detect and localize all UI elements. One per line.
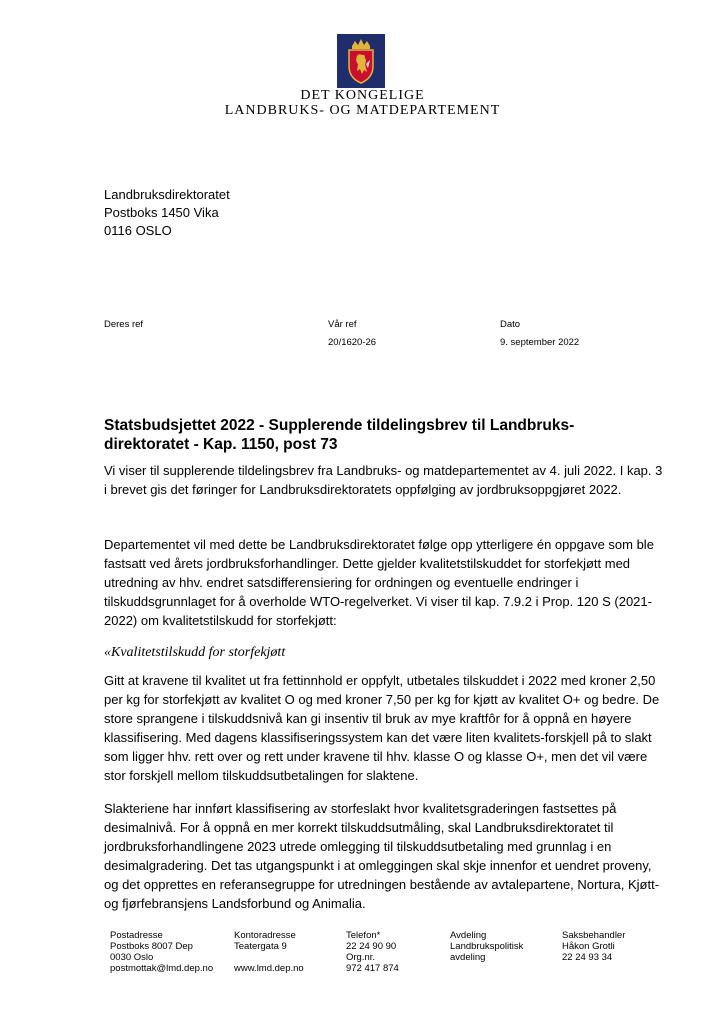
- footer-value: 22 24 93 34: [562, 952, 613, 963]
- var-ref-value: 20/1620-26: [328, 337, 377, 348]
- body-section: [104, 461, 664, 499]
- footer-email: postmottak@lmd.dep.no: [110, 963, 214, 974]
- quote-paragraph: Slakteriene har innført klassifisering av storfeslakt hvor kvalitetsgraderingen fastsettes på desimalnivå. For å oppnå en mer korrekt tilskuddsutmåling, skal Landbruksdirektoratet til jordbruksforhandlingene 2023 utrede omlegging til tilskuddsutbetaling med grunnlag i en desimalgradering. Det tas utgangspunkt i at omleggingen skal skje innenfor et uendret proveny, og det opprettes en referansegruppe for utredningen bestående av avtalepartene, Nortura, Kjøtt- og fjørfebransjens Landsforbund og Animalia.: [104, 801, 660, 911]
- body-section: [104, 535, 664, 630]
- footer-postadresse: [110, 930, 213, 974]
- footer-value: 0030 Oslo: [110, 952, 154, 963]
- footer-website: www.lmd.dep.no: [234, 963, 304, 974]
- quote-heading: «Kvalitetstilskudd for storfekjøtt: [104, 645, 286, 660]
- deres-ref-label: Deres ref: [104, 319, 144, 330]
- footer-telefon: [346, 930, 399, 974]
- footer-label: Telefon*: [346, 930, 381, 941]
- footer-value: [234, 952, 304, 963]
- footer-avdeling: [450, 930, 523, 963]
- quote-section: [104, 799, 664, 913]
- footer-value: Postboks 8007 Dep: [110, 941, 193, 952]
- footer-value: Håkon Grotli: [562, 941, 615, 952]
- quote-section: [104, 671, 664, 785]
- footer-label: Postadresse: [110, 930, 163, 941]
- footer-value: Landbrukspolitisk: [450, 941, 524, 952]
- recipient-line: Postboks 1450 Vika: [104, 205, 219, 220]
- footer-label: Saksbehandler: [562, 930, 626, 941]
- footer-value: Teatergata 9: [234, 941, 287, 952]
- footer-value: 22 24 90 90: [346, 941, 397, 952]
- letter-subject: Statsbudsjettet 2022 - Supplerende tildelingsbrev til Landbruks-direktoratet - Kap. 1150, post 73: [104, 417, 575, 453]
- footer-value: 972 417 874: [346, 963, 399, 974]
- recipient-address: [104, 186, 230, 240]
- body-paragraph: Vi viser til supplerende tildelingsbrev fra Landbruks- og matdepartementet av 4. juli 2022. I kap. 3 i brevet gis det føringer for Landbruksdirektoratets oppfølging av jordbruksoppgjøret 2022.: [104, 463, 663, 497]
- quote-paragraph: Gitt at kravene til kvalitet ut fra fettinnhold er oppfylt, utbetales tilskuddet i 2022 med kroner 2,50 per kg for storfekjøtt av kvalitet O og med kroner 7,50 per kg for kjøtt av kvalitet O+ og bedre. De store sprangene i tilskuddsnivå kan gi insentiv til bruk av mye kraftfôr for å oppnå en høyere klassifisering. Med dagens klassifiseringssystem kan det være liten kvalitets-forskjell på to slakt som ligger hhv. rett over og rett under kravene til hhv. klasse O og klasse O+, men det vil være stor forskjell mellom tilskuddsutbetalingen for slaktene.: [104, 673, 660, 783]
- recipient-line: Landbruksdirektoratet: [104, 187, 230, 202]
- footer-saksbehandler: [562, 930, 625, 963]
- footer-label: Org.nr.: [346, 952, 376, 963]
- coat-of-arms-icon: [337, 34, 385, 88]
- date-value: 9. september 2022: [500, 337, 580, 348]
- footer-label: Avdeling: [450, 930, 487, 941]
- body-paragraph: Departementet vil med dette be Landbruksdirektoratet følge opp ytterligere én oppgave som ble fastsatt ved årets jordbruksforhandlinger. Dette gjelder kvalitetstilskuddet for storfekjøtt med utredning av hhv. endret satsdifferensiering for ordningen og eventuelle endringer i tilskuddsgrunnlaget for å overholde WTO-regelverket. Vi viser til kap. 7.9.2 i Prop. 120 S (2021-2022) om kvalitetstilskudd for storfekjøtt:: [104, 537, 654, 628]
- var-ref-label: Vår ref: [328, 319, 357, 330]
- footer-label: Kontoradresse: [234, 930, 296, 941]
- footer-kontoradresse: [234, 930, 304, 974]
- footer-value: avdeling: [450, 952, 486, 963]
- date-label: Dato: [500, 319, 521, 330]
- ministry-name-line1: DET KONGELIGE: [300, 88, 425, 103]
- ministry-name-line2: LANDBRUKS- OG MATDEPARTEMENT: [224, 103, 501, 118]
- recipient-line: 0116 OSLO: [104, 223, 172, 238]
